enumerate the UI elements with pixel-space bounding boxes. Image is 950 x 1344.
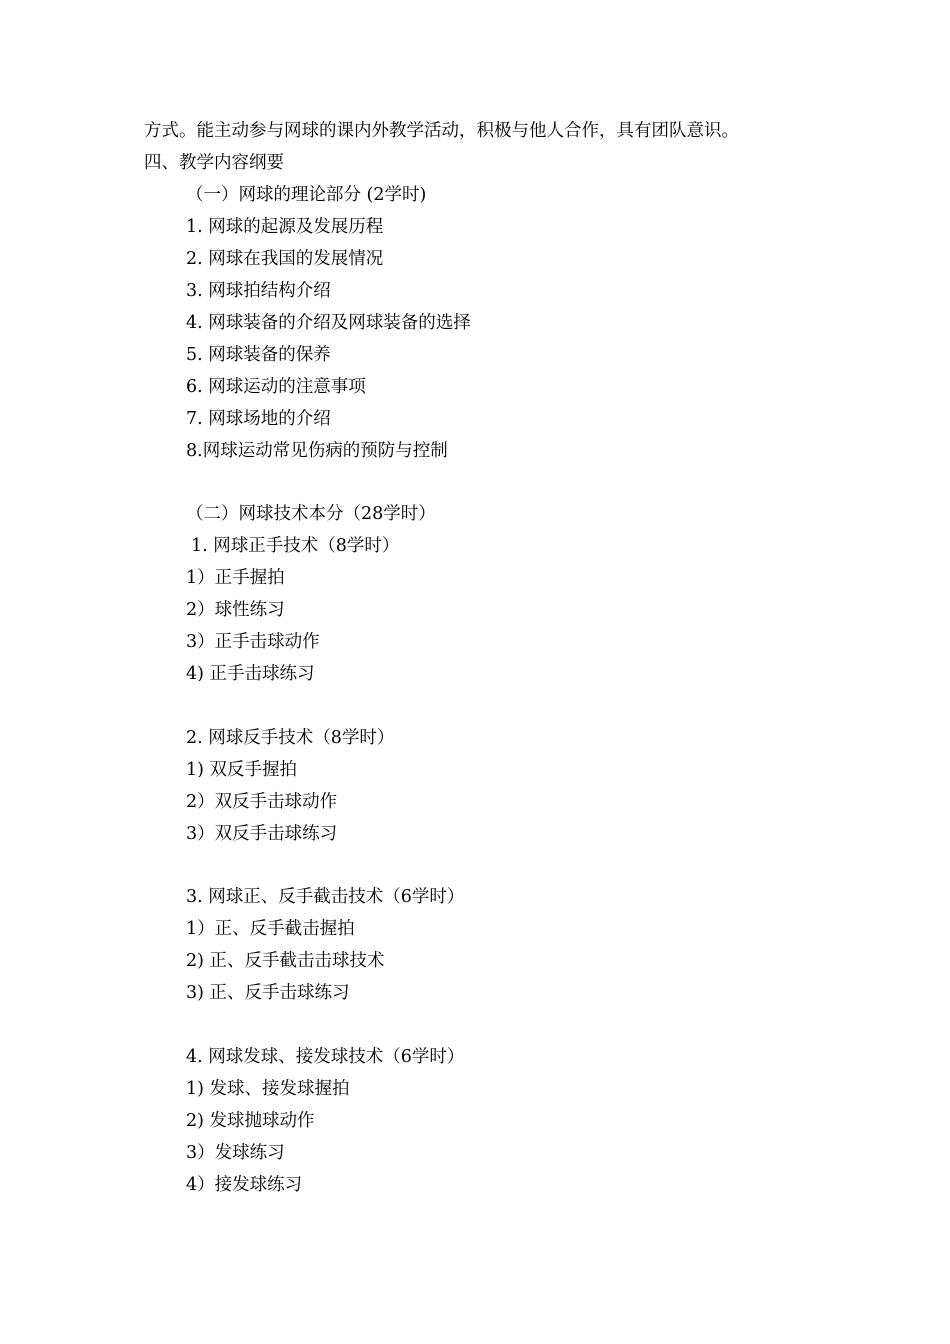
group-item: 4) 正手击球练习 — [186, 664, 315, 684]
group-item: 1) 发球、接发球握拍 — [186, 1079, 350, 1099]
part1-item: 5. 网球装备的保养 — [186, 345, 331, 365]
part1-item: 2. 网球在我国的发展情况 — [186, 249, 384, 269]
section-heading: 四、教学内容纲要 — [144, 153, 284, 173]
group-item: 1) 双反手握拍 — [186, 760, 298, 780]
part1-item: 7. 网球场地的介绍 — [186, 409, 331, 429]
part1-title: （一）网球的理论部分 (2学时) — [186, 185, 427, 205]
group-item: 3）双反手击球练习 — [186, 824, 338, 844]
group-item: 3) 正、反手击球练习 — [186, 983, 350, 1003]
part1-item: 4. 网球装备的介绍及网球装备的选择 — [186, 313, 471, 333]
group-item: 1）正、反手截击握拍 — [186, 919, 355, 939]
part1-item: 1. 网球的起源及发展历程 — [186, 217, 384, 237]
group-item: 2）双反手击球动作 — [186, 792, 338, 812]
group-title: 4. 网球发球、接发球技术（6学时） — [186, 1047, 465, 1067]
group-item: 4）接发球练习 — [186, 1175, 303, 1195]
group-title: 2. 网球反手技术（8学时） — [186, 728, 395, 748]
group-item: 2）球性练习 — [186, 600, 285, 620]
group-title: 3. 网球正、反手截击技术（6学时） — [186, 887, 465, 907]
intro-paragraph-line: 方式。能主动参与网球的课内外教学活动，积极与他人合作，具有团队意识。 — [144, 121, 739, 141]
group-title: 1. 网球正手技术（8学时） — [191, 536, 400, 556]
group-item: 2) 正、反手截击击球技术 — [186, 951, 385, 971]
part1-item: 3. 网球拍结构介绍 — [186, 281, 331, 301]
part1-item: 8.网球运动常见伤病的预防与控制 — [186, 441, 448, 461]
group-item: 3）正手击球动作 — [186, 632, 320, 652]
group-item: 1）正手握拍 — [186, 568, 285, 588]
part1-item: 6. 网球运动的注意事项 — [186, 377, 366, 397]
group-item: 2) 发球抛球动作 — [186, 1111, 315, 1131]
part2-title: （二）网球技术本分（28学时） — [186, 504, 436, 524]
group-item: 3）发球练习 — [186, 1143, 285, 1163]
